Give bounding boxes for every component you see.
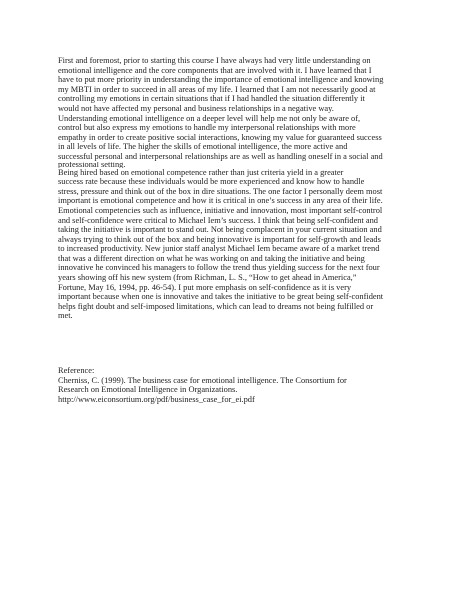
body-text-line: empathy in order to create positive social interactions, knowing my value for guaranteed success [58, 132, 382, 142]
body-text-line: taking the initiative is important to stand out. Not being complacent in your current situation and [58, 225, 382, 235]
reference-line: Cherniss, C. (1999). The business case for emotional intelligence. The Consortium for [58, 375, 347, 385]
body-text-line: innovative he convinced his managers to follow the trend thus yielding success for the next four [58, 263, 380, 273]
body-text-line: success rate because these individuals would be more experienced and know how to handle [58, 177, 365, 187]
body-text-line: Fortune, May 16, 1994, pp. 46-54). I put more emphasis on self-confidence as it is very [58, 282, 352, 292]
body-text-line: Being hired based on emotional competence rather than just criteria yield in a greater [58, 167, 344, 177]
reference-line: Research on Emotional Intelligence in Organizations. [58, 385, 238, 395]
body-text-line: helps fight doubt and self-imposed limitations, which can lead to dreams not being fulfilled or [58, 301, 374, 311]
body-text-line: emotional intelligence and the core components that are involved with it. I have learned that I [58, 65, 372, 75]
body-text-line: in all levels of life. The higher the skills of emotional intelligence, the more active and [58, 142, 348, 152]
body-text-line: First and foremost, prior to starting this course I have always had very little understanding on [58, 56, 371, 65]
body-text-line: have to put more priority in understanding the importance of emotional intelligence and knowing [58, 75, 384, 85]
body-text-line: years showing off his new system (from Richman, L. S., “How to get ahead in America,” [58, 273, 357, 283]
body-text-line: Emotional competencies such as influence, initiative and innovation, most important self-control [58, 205, 383, 215]
body-text-line: to increased productivity. New junior staff analyst Michael Iem became aware of a market trend [58, 244, 380, 254]
body-text-line: professional setting. [58, 161, 126, 168]
reference-section [58, 366, 420, 404]
reference-line: http://www.eiconsortium.org/pdf/business_case_for_ei.pdf [58, 394, 255, 404]
body-text-line: successful personal and interpersonal relationships are as well as handling oneself in a social and [58, 151, 383, 161]
body-text-line: met. [58, 311, 73, 321]
body-text-line: control but also express my emotions to handle my interpersonal relationships with more [58, 123, 356, 133]
body-text-line: Understanding emotional intelligence on a deeper level will help me not only be aware of, [58, 113, 361, 123]
body-text-line: controlling my emotions in certain situations that if I had handled the situation differently it [58, 94, 365, 104]
body-text-line: important is emotional competence and how it is critical in one’s success in any area of their life. [58, 196, 383, 206]
body-text-line: would not have affected my personal and business relationships in a negative way. [58, 103, 334, 113]
body-text-line: that was a different direction on what he was working on and taking the initiative and being [58, 253, 365, 263]
reference-line: Reference: [58, 366, 95, 375]
body-text-line: my MBTI in order to succeed in all areas of my life. I learned that I am not necessarily good at [58, 84, 376, 94]
body-text-line: always trying to think out of the box and being innovative is important for self-growth and leads [58, 234, 381, 244]
body-text-line: stress, pressure and think out of the box in dire situations. The one factor I personally deem most [58, 186, 383, 196]
body-text-line: important because when one is innovative and takes the initiative to be great being self-confident [58, 292, 384, 302]
body-text-line: and self-confidence were critical to Michael Iem’s success. I think that being self-confident and [58, 215, 378, 225]
essay-body [58, 56, 420, 321]
